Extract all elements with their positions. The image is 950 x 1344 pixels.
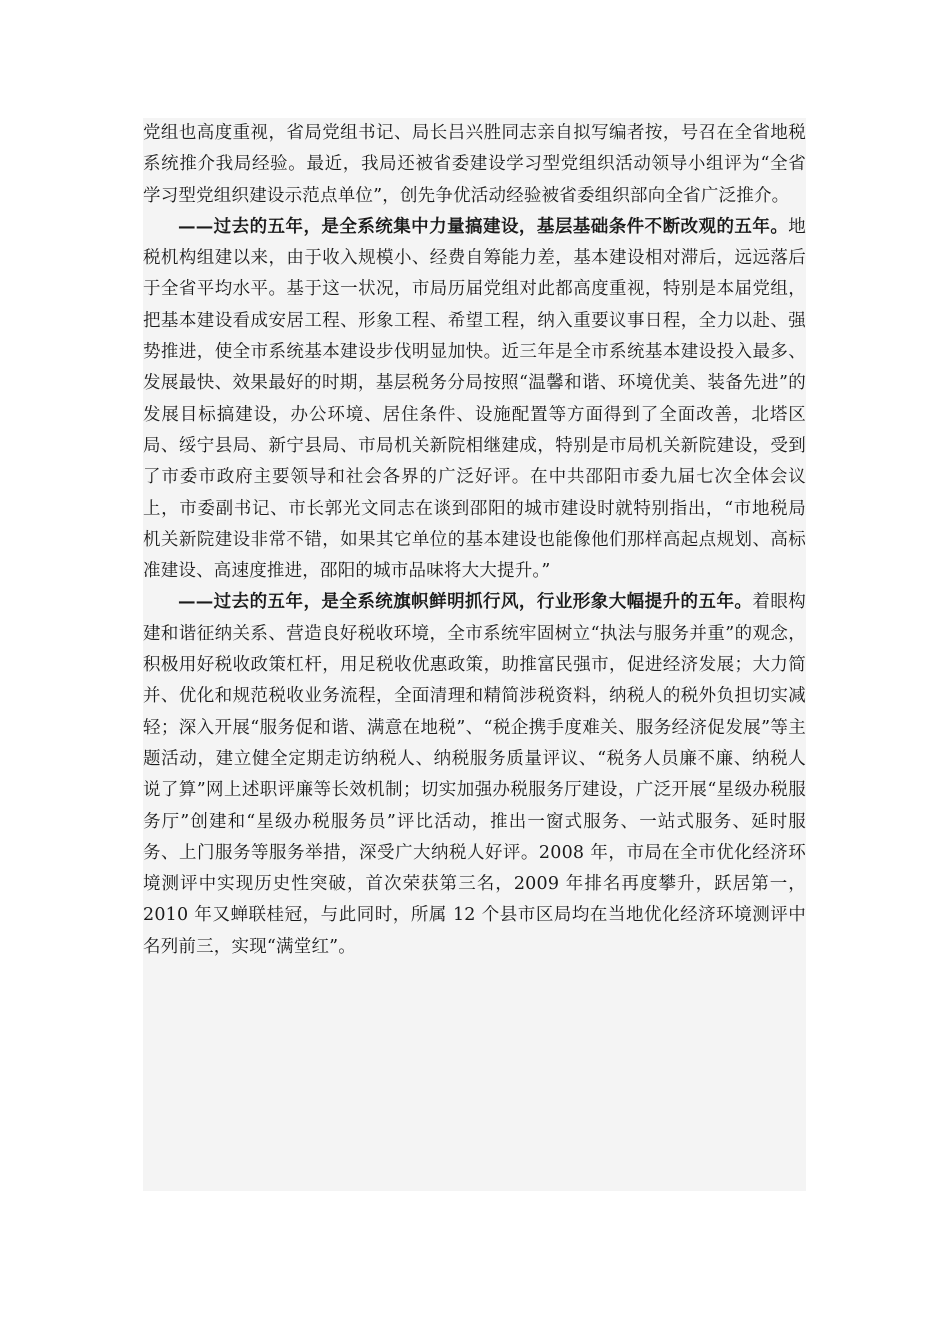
paragraph-lead-heading: ——过去的五年，是全系统旗帜鲜明抓行风，行业形象大幅提升的五年。 — [178, 592, 753, 613]
paragraph-body: 地税机构组建以来，由于收入规模小、经费自筹能力差，基本建设相对滞后，远远落后于全省平均水平。基于这一状况，市局历届党组对此都高度重视，特别是本届党组，把基本建设看成安居工程、形象工程、希望工程，纳入重要议事日程，全力以赴、强势推进，使全市系统基本建设步伐明显加快。近三年是全市系统基本建设投入最多、发展最快、效果最好的时期，基层税务分局按照“温馨和谐、环境优美、装备先进”的发展目标搞建设，办公环境、居住条件、设施配置等方面得到了全面改善，北塔区局、绥宁县局、新宁县局、市局机关新院相继建成，特别是市局机关新院建设，受到了市委市政府主要领导和社会各界的广泛好评。在中共邵阳市委九届七次全体会议上，市委副书记、市长郭光文同志在谈到邵阳的城市建设时就特别指出，“市地税局机关新院建设非常不错，如果其它单位的基本建设也能像他们那样高起点规划、高标准建设、高速度推进，邵阳的城市品味将大大提升。” — [143, 216, 806, 582]
document-text-block — [143, 118, 806, 1191]
paragraph-body: 着眼构建和谐征纳关系、营造良好税收环境，全市系统牢固树立“执法与服务并重”的观念，积极用好税收政策杠杆，用足税收优惠政策，助推富民强市，促进经济发展；大力简并、优化和规范税收业务流程，全面清理和精简涉税资料，纳税人的税外负担切实减轻；深入开展“服务促和谐、满意在地税”、“税企携手度难关、服务经济促发展”等主题活动，建立健全定期走访纳税人、纳税服务质量评议、“税务人员廉不廉、纳税人说了算”网上述职评廉等长效机制；切实加强办税服务厅建设，广泛开展“星级办税服务厅”创建和“星级办税服务员”评比活动，推出一窗式服务、一站式服务、延时服务、上门服务等服务举措，深受广大纳税人好评。2008 年，市局在全市优化经济环境测评中实现历史性突破，首次荣获第三名，2009 年排名再度攀升，跃居第一，2010 年又蝉联桂冠，与此同时，所属 12 个县市区局均在当地优化经济环境测评中名列前三，实现“满堂红”。 — [143, 592, 806, 957]
paragraph-continuation — [143, 118, 806, 212]
paragraph-body: 党组也高度重视，省局党组书记、局长吕兴胜同志亲自拟写编者按，号召在全省地税系统推介我局经验。最近，我局还被省委建设学习型党组织活动领导小组评为“全省学习型党组织建设示范点单位”，创先争优活动经验被省委组织部向全省广泛推介。 — [143, 123, 806, 206]
paragraph-industry-conduct — [143, 587, 806, 963]
paragraph-lead-heading: ——过去的五年，是全系统集中力量搞建设，基层基础条件不断改观的五年。 — [178, 216, 789, 237]
paragraph-infrastructure — [143, 212, 806, 588]
